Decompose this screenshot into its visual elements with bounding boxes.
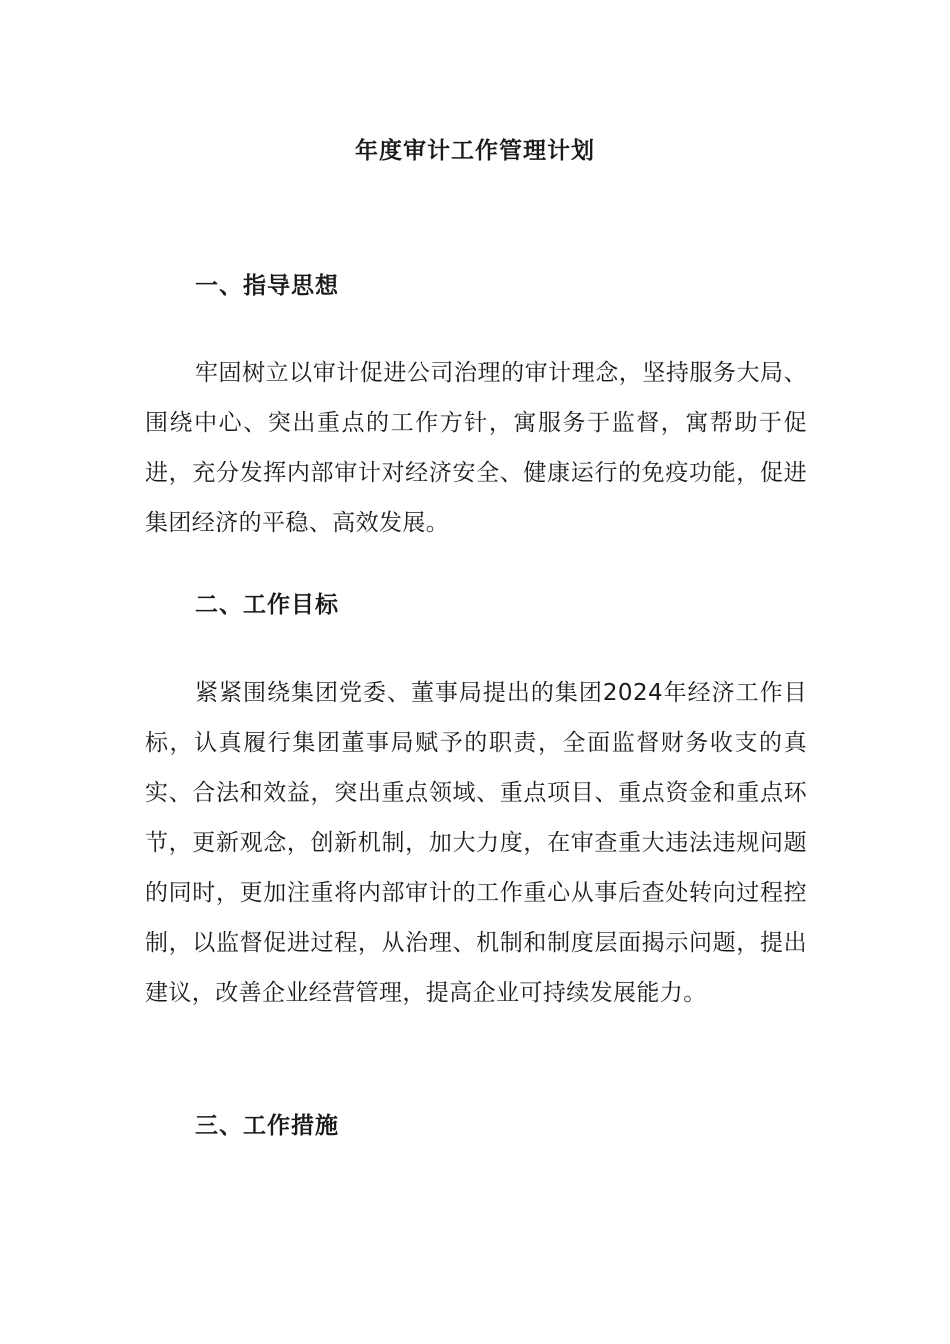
- section-heading-work-goals: 二、工作目标: [195, 592, 339, 618]
- section-heading-work-measures: 三、工作措施: [195, 1113, 339, 1139]
- section-paragraph-work-goals: 紧紧围绕集团党委、董事局提出的集团2024年经济工作目标，认真履行集团董事局赋予的职责，全面监督财务收支的真实、合法和效益，突出重点领域、重点项目、重点资金和重点环节，更新观念，创新机制，加大力度，在审查重大违法违规问题的同时，更加注重将内部审计的工作重心从事后查处转向过程控制，以监督促进过程，从治理、机制和制度层面揭示问题，提出建议，改善企业经营管理，提高企业可持续发展能力。: [145, 680, 807, 1006]
- document-title: 年度审计工作管理计划: [355, 138, 595, 164]
- section-paragraph-guiding-ideology: 牢固树立以审计促进公司治理的审计理念，坚持服务大局、围绕中心、突出重点的工作方针，寓服务于监督，寓帮助于促进，充分发挥内部审计对经济安全、健康运行的免疫功能，促进集团经济的平稳、高效发展。: [145, 360, 807, 536]
- section-heading-guiding-ideology: 一、指导思想: [195, 273, 339, 299]
